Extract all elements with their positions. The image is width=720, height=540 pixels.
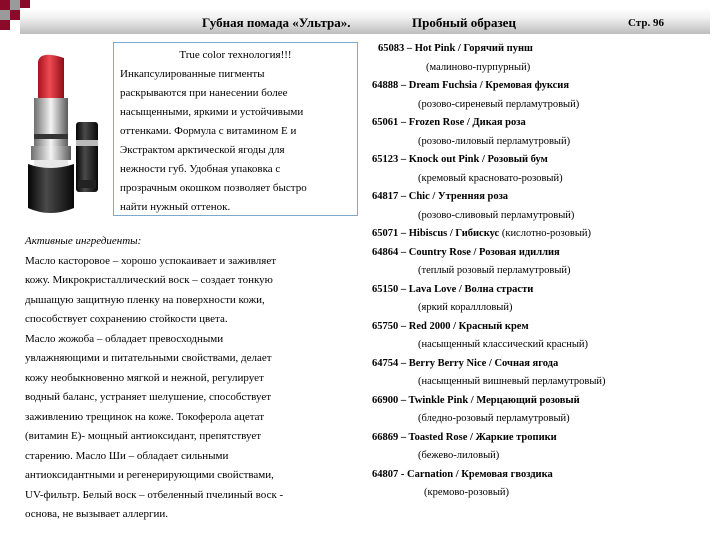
info-line: нежности губ. Удобная упаковка с	[120, 163, 281, 175]
corner-square	[0, 10, 10, 20]
page-title: Губная помада «Ультра».	[202, 15, 351, 30]
shade-item	[372, 77, 712, 114]
shade-description: (бледно-розовый перламутровый)	[418, 413, 570, 424]
shade-item	[372, 40, 712, 77]
shade-item	[372, 151, 712, 188]
ingredients-heading: Активные ингредиенты:	[25, 235, 142, 247]
ingredients-line: основа, не вызывает аллергии.	[25, 508, 169, 520]
shade-name: 64754 – Berry Berry Nice / Сочная ягода	[372, 357, 559, 369]
corner-square	[0, 0, 10, 10]
info-line: Экстрактом арктической ягоды для	[120, 144, 285, 156]
shade-description: (насыщенный вишневый перламутровый)	[418, 376, 606, 387]
shade-name: 65083 – Hot Pink / Горячий пунш	[378, 43, 533, 54]
info-heading: True color технология!!!	[179, 49, 292, 61]
shade-list	[372, 40, 712, 503]
ingredients-line: UV-фильтр. Белый воск – отбеленный пчелиный воск -	[25, 488, 284, 501]
shade-item	[372, 188, 712, 225]
info-line: найти нужный оттенок.	[120, 201, 231, 213]
page-number: Стр. 96	[628, 17, 664, 29]
shade-item	[372, 392, 712, 429]
shade-name	[372, 225, 712, 244]
info-line: оттенками. Формула с витамином Е и	[120, 125, 297, 137]
shade-name: 65150 – Lava Love / Волна страсти	[372, 283, 534, 295]
shade-item	[372, 318, 712, 355]
info-line: Инкапсулированные пигменты	[120, 68, 265, 80]
ingredients-line: увлажняющими и питательными свойствами, делает	[25, 352, 272, 364]
lipstick-image	[24, 40, 116, 220]
shade-description: (розово-лиловый перламутровый)	[418, 135, 571, 147]
shade-description: (насыщенный классический красный)	[418, 339, 589, 350]
shade-description: (яркий кораллловый)	[418, 302, 513, 313]
ingredients-line: антиоксидантными и регенерирующими свойствами,	[25, 469, 274, 481]
corner-square	[0, 20, 10, 30]
shade-item	[372, 225, 712, 244]
ingredients-line: (витамин Е)- мощный антиоксидант, препятствует	[25, 430, 262, 442]
shade-description: (розово-сиреневый перламутровый)	[418, 98, 580, 110]
shade-item	[372, 355, 712, 392]
ingredients-line: старению. Масло Ши – обладает сильными	[25, 449, 229, 462]
shade-description: (теплый розовый перламутровый)	[418, 265, 571, 276]
shade-description: (кремовый красновато-розовый)	[418, 172, 563, 184]
info-line: прозрачным окошком позволяет быстро	[120, 182, 307, 194]
shade-inline-description: (кислотно-розовый)	[499, 228, 591, 239]
shade-item	[372, 466, 712, 503]
shade-description: (бежево-лиловый)	[418, 450, 500, 461]
shade-item	[372, 429, 712, 466]
ingredients-line: Масло жожоба – обладает превосходными	[25, 332, 224, 345]
shade-name: 65061 – Frozen Rose / Дикая роза	[372, 117, 526, 128]
shade-name: 65750 – Red 2000 / Красный крем	[372, 320, 529, 332]
info-box	[113, 42, 358, 216]
ingredients-line: способствует сохранению стойкости цвета.	[25, 313, 228, 325]
shade-item	[372, 114, 712, 151]
ingredients-line: дышащую защитную пленку на поверхности кожи,	[25, 293, 265, 306]
shade-name: 65123 – Knock out Pink / Розовый бум	[372, 154, 548, 165]
shade-description: (кремово-розовый)	[424, 487, 509, 498]
ingredients-line: кожу. Микрокристаллический воск – создает тонкую	[25, 274, 273, 286]
ingredients-line: водный баланс, устраняет шелушение, способствует	[25, 391, 272, 403]
ingredients-line: кожу необыкновенно мягкой и нежной, регулирует	[25, 371, 264, 384]
shade-description: (малиново-пурпурный)	[426, 61, 531, 73]
info-line: насыщенными, яркими и устойчивыми	[120, 106, 304, 118]
sample-label: Пробный образец	[412, 15, 516, 30]
shade-name: 64864 – Country Rose / Розовая идиллия	[372, 246, 560, 258]
shade-name: 64888 – Dream Fuchsia / Кремовая фуксия	[372, 80, 570, 91]
ingredients-line: Масло касторовое – хорошо успокаивает и заживляет	[25, 254, 277, 267]
shade-name-main: 65071 – Hibiscus / Гибискус	[372, 228, 500, 239]
shade-item	[372, 281, 712, 318]
corner-square	[10, 0, 20, 10]
ingredients-line: заживлению трещинок на коже. Токоферола ацетат	[25, 410, 265, 423]
shade-item	[372, 244, 712, 281]
info-line: раскрываются при нанесении более	[120, 87, 288, 99]
header-bar	[20, 8, 710, 34]
ingredients-section	[25, 232, 355, 525]
shade-name: 64807 - Carnation / Кремовая гвоздика	[372, 468, 553, 480]
shade-description: (розово-сливовый перламутровый)	[418, 209, 575, 221]
shade-name: 66900 – Twinkle Pink / Мерцающий розовый	[372, 394, 580, 406]
shade-name: 64817 – Chic / Утренняя роза	[372, 191, 509, 202]
corner-square	[10, 10, 20, 20]
shade-name: 66869 – Toasted Rose / Жаркие тропики	[372, 431, 557, 443]
